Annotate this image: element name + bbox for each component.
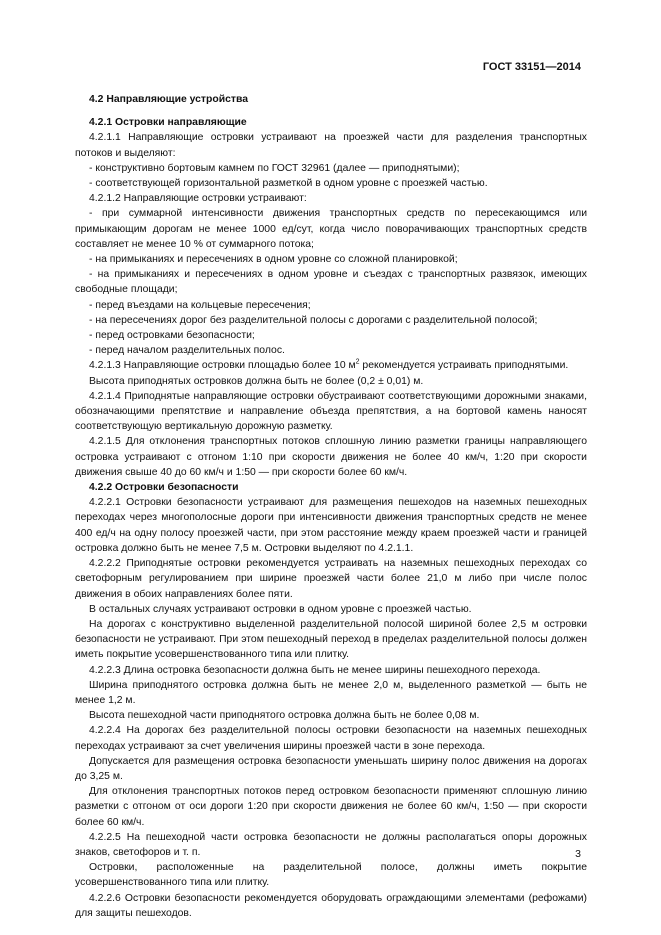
paragraph-width: Ширина приподнятого островка должна быть не менее 2,0 м, выделенного разметкой — быть не менее 1,2 м. (75, 679, 587, 706)
paragraph-4-2-1-1: 4.2.1.1 Направляющие островки устраивают на проезжей части для разделения транспортных потоков и выделяют: (75, 132, 587, 159)
paragraph-4-2-2-1: 4.2.2.1 Островки безопасности устраивают для размещения пешеходов на наземных пешеходных переходах через многополосные дороги при интенсивности движения транспортных средств не менее 400 ед/ч на одну полосу проезжей части, при этом расстояние между краем проезжей части и границей островка должно быть не менее 7,5 м. Островки выделяют по 4.2.1.1. (75, 497, 587, 554)
subsection-title-safety-islands: 4.2.2 Островки безопасности (89, 482, 239, 494)
superscript: 2 (355, 358, 360, 366)
paragraph-islands-coverage: Островки, расположенные на разделительной полосе, должны иметь покрытие усовершенствованного типа или плитку. (75, 862, 587, 889)
paragraph-roads: На дорогах с конструктивно выделенной разделительной полосой шириной более 2,5 м островки безопасности не устраивают. При этом пешеходный переход в пределах разделительной полосы должен иметь покрытие усовершенствованного типа или плитку. (75, 618, 587, 661)
list-item: - при суммарной интенсивности движения транспортных средств по пересекающимся или примыкающим дорогам не менее 1000 ед/сут, когда число поворачивающих транспортных средств составляет не менее 10 % от суммарного потока; (75, 208, 587, 250)
paragraph-4-2-2-3: 4.2.2.3 Длина островка безопасности должна быть не менее ширины пешеходного перехода. (89, 664, 541, 676)
page-number: 3 (575, 848, 581, 860)
list-item: - перед началом разделительных полос. (89, 345, 285, 357)
paragraph-4-2-2-2: 4.2.2.2 Приподнятые островки рекомендуется устраивать на наземных пешеходных переходах со светофорным регулированием при ширине проезжей части более 21,0 м либо при числе полос движения в обоих направлениях более пяти. (75, 558, 587, 600)
paragraph-4-2-2-5: 4.2.2.5 На пешеходной части островка безопасности не должны располагаться опоры дорожных знаков, светофоров и т. п. (75, 831, 587, 858)
list-item: - перед въездами на кольцевые пересечения; (89, 299, 311, 311)
document-id: ГОСТ 33151—2014 (482, 61, 581, 73)
paragraph-4-2-1-3-text-a: 4.2.1.3 Направляющие островки площадью более 10 м (89, 360, 356, 372)
list-item: - на примыканиях и пересечениях в одном уровне со сложной планировкой; (89, 254, 458, 266)
list-item: - соответствующей горизонтальной разметкой в одном уровне с проезжей частью. (89, 178, 488, 190)
document-body (75, 92, 587, 921)
paragraph-deflection: Для отклонения транспортных потоков перед островком безопасности применяют сплошную линию разметки с отгоном от оси дороги 1:20 при скорости движения не более 60 км/ч, 1:50 — при скорости более 60 км/ч. (75, 786, 587, 828)
list-item: - конструктивно бортовым камнем по ГОСТ 32961 (далее — приподнятыми); (89, 162, 460, 174)
paragraph-4-2-1-4: 4.2.1.4 Приподнятые направляющие островки обустраивают соответствующими дорожными знаками, обозначающими препятствие и направление объезда препятствия, а на бортовой камень наносят соответствующую вертикальную дорожную разметку. (75, 390, 587, 433)
list-item: - на примыканиях и пересечениях в одном уровне и съездах с транспортных развязок, имеющих свободные площади; (75, 269, 587, 296)
paragraph-4-2-1-5: 4.2.1.5 Для отклонения транспортных потоков сплошную линию разметки границы направляющего островка устраивают с отгоном 1:10 при скорости движения не более 40 км/ч, 1:20 при скорости движения свыше 40 до 60 км/ч и 1:50 — при скорости более 60 км/ч. (75, 436, 587, 478)
paragraph-4-2-1-3 (75, 358, 587, 373)
paragraph-allowed: Допускается для размещения островка безопасности уменьшать ширину полос движения на дорогах до 3,25 м. (75, 755, 587, 782)
list-item: - на пересечениях дорог без разделительной полосы с дорогами с разделительной полосой; (89, 314, 538, 326)
paragraph-height-pedestrian: Высота пешеходной части приподнятого островка должна быть не более 0,08 м. (89, 710, 480, 722)
list-item: - перед островками безопасности; (89, 330, 255, 342)
subsection-title-directing-islands: 4.2.1 Островки направляющие (89, 117, 247, 129)
paragraph-other-cases: В остальных случаях устраивают островки в одном уровне с проезжей частью. (89, 603, 472, 615)
paragraph-height: Высота приподнятых островков должна быть не более (0,2 ± 0,01) м. (89, 375, 424, 387)
paragraph-4-2-1-2: 4.2.1.2 Направляющие островки устраивают: (89, 193, 307, 205)
section-title: 4.2 Направляющие устройства (89, 94, 248, 105)
paragraph-4-2-2-6: 4.2.2.6 Островки безопасности рекомендуется оборудовать ограждающими элементами (рефожами) для защиты пешеходов. (75, 892, 587, 919)
paragraph-4-2-2-4: 4.2.2.4 На дорогах без разделительной полосы островки безопасности на наземных пешеходных переходах устраивают за счет увеличения ширины проезжей части в зоне перехода. (75, 725, 587, 752)
paragraph-4-2-1-3-text-b: рекомендуется устраивать приподнятыми. (359, 360, 569, 372)
